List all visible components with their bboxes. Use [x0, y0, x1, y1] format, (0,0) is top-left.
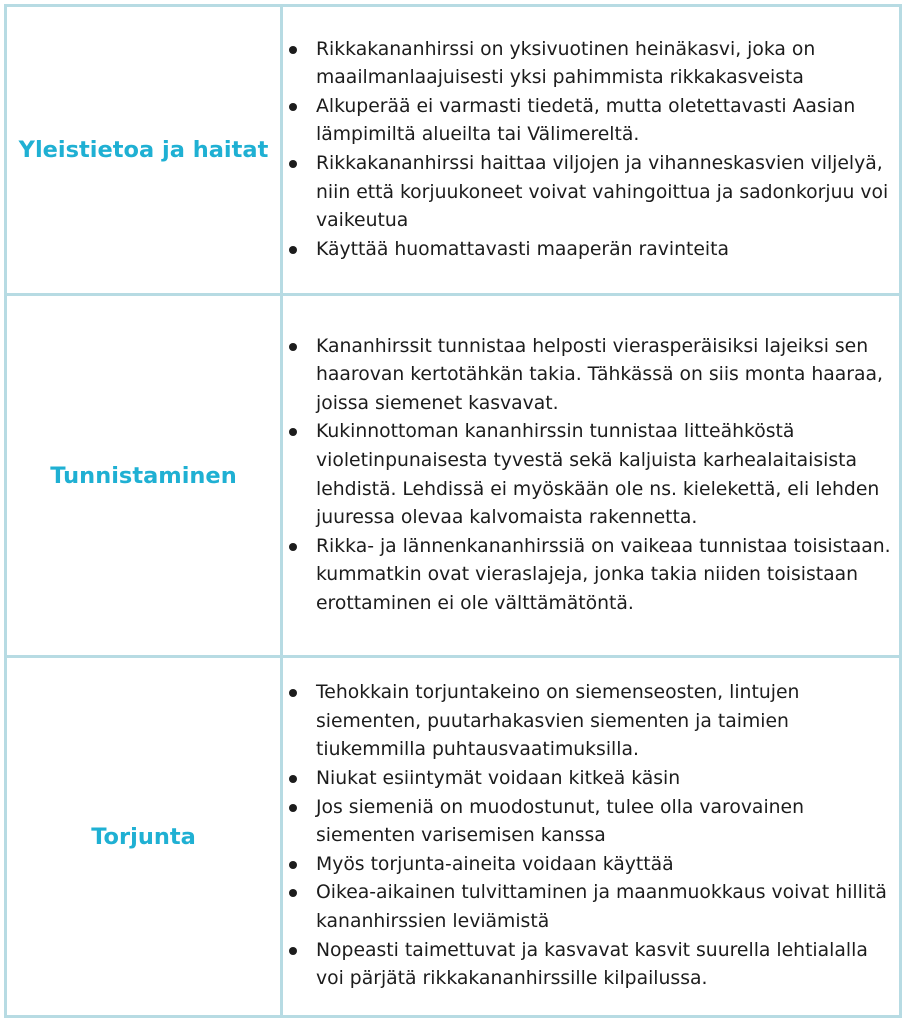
- row-content-identification: [282, 295, 901, 657]
- bullet-list: [283, 679, 899, 994]
- list-item: Myös torjunta-aineita voidaan käyttää: [283, 851, 899, 880]
- list-item: Tehokkain torjuntakeino on siemenseosten, lintujen siementen, puutarhakasvien siementen ja taimien tiukemmilla puhtausvaatimuksilla.: [283, 679, 899, 765]
- list-item: Kukinnottoman kananhirssin tunnistaa litteähköstä violetinpunaisesta tyvestä sekä kaljuista karhealaitaisista lehdistä. Lehdissä ei myöskään ole ns. kielekettä, eli lehden juuressa olevaa kalvomaista rakennetta.: [283, 418, 899, 532]
- info-table: [4, 4, 902, 1018]
- list-item: Käyttää huomattavasti maaperän ravinteita: [283, 236, 899, 265]
- table-row-control: [6, 657, 901, 1017]
- table-row-identification: [6, 295, 901, 657]
- bullet-list: [283, 333, 899, 619]
- row-content-control: [282, 657, 901, 1017]
- list-item: Niukat esiintymät voidaan kitkeä käsin: [283, 765, 899, 794]
- list-item: Oikea-aikainen tulvittaminen ja maanmuokkaus voivat hillitä kananhirssien leviämistä: [283, 879, 899, 936]
- list-item: Rikkakananhirssi haittaa viljojen ja vihanneskasvien viljelyä, niin että korjuukoneet voivat vahingoittua ja sadonkorjuu voi vaikeutua: [283, 150, 899, 236]
- bullet-list: [283, 36, 899, 265]
- list-item: Rikkakananhirssi on yksivuotinen heinäkasvi, joka on maailmanlaajuisesti yksi pahimmista rikkakasveista: [283, 36, 899, 93]
- list-item: Alkuperää ei varmasti tiedetä, mutta oletettavasti Aasian lämpimiltä alueilta tai Välimereltä.: [283, 93, 899, 150]
- row-content-general: [282, 6, 901, 295]
- list-item: Rikka- ja lännenkananhirssiä on vaikeaa tunnistaa toisistaan. kummatkin ovat vieraslajeja, jonka takia niiden toisistaan erottaminen ei ole välttämätöntä.: [283, 533, 899, 619]
- row-heading-identification: Tunnistaminen: [6, 295, 282, 657]
- list-item: Jos siemeniä on muodostunut, tulee olla varovainen siementen varisemisen kanssa: [283, 794, 899, 851]
- row-heading-general: Yleistietoa ja haitat: [6, 6, 282, 295]
- table-row-general: [6, 6, 901, 295]
- list-item: Kananhirssit tunnistaa helposti vierasperäisiksi lajeiksi sen haarovan kertotähkän takia. Tähkässä on siis monta haaraa, joissa siemenet kasvavat.: [283, 333, 899, 419]
- row-heading-control: Torjunta: [6, 657, 282, 1017]
- list-item: Nopeasti taimettuvat ja kasvavat kasvit suurella lehtialalla voi pärjätä rikkakananhirssille kilpailussa.: [283, 937, 899, 994]
